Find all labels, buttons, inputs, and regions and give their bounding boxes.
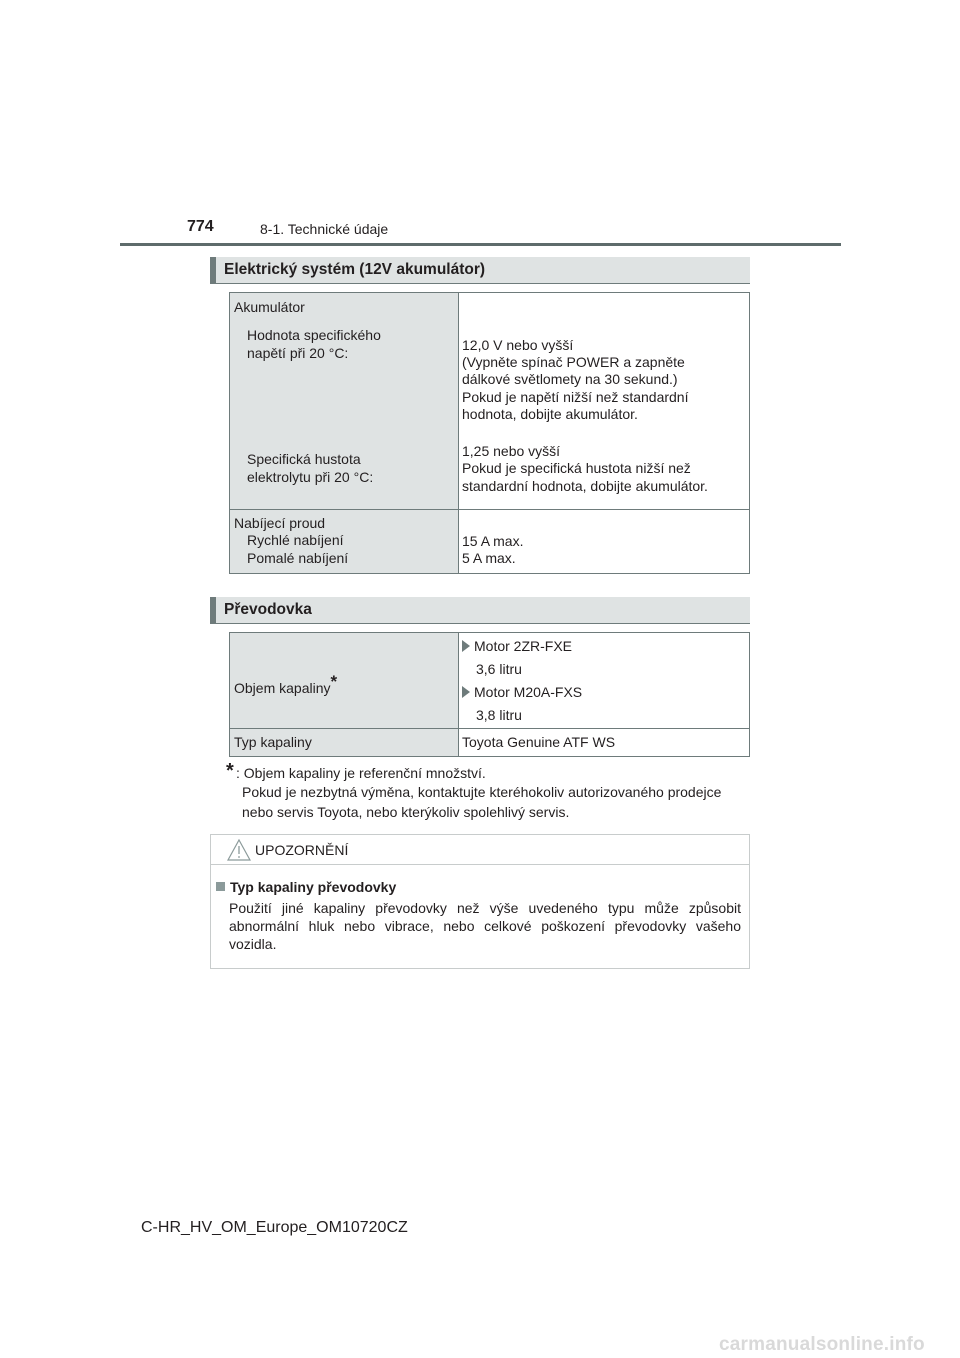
fluid-type-label-cell (230, 729, 459, 757)
fast-charging-value: 15 A max. (462, 533, 524, 549)
footnote-marker: * (330, 672, 338, 691)
caution-box (210, 834, 750, 969)
density-label-line-1: Specifická hustota (247, 451, 361, 467)
title-accent-bar (210, 257, 216, 283)
header-divider (120, 243, 841, 246)
footnote-line-1: : Objem kapaliny je referenční množství. (236, 765, 486, 781)
caution-heading: UPOZORNĚNÍ (255, 842, 349, 858)
slow-charging-label: Pomalé nabíjení (247, 550, 349, 566)
battery-value-cell (459, 293, 750, 510)
transmission-section-title-bar (210, 597, 750, 624)
title-accent-bar (210, 597, 216, 623)
voltage-value-line: dálkové světlomety na 30 sekund.) (462, 371, 678, 387)
capacity-label-cell (230, 633, 459, 729)
fluid-type-value-cell (459, 729, 750, 757)
battery-label-cell (230, 293, 459, 510)
engine-1-label: Motor 2ZR-FXE (474, 638, 573, 654)
caution-text: Použití jiné kapaliny převodovky než výše uvedeného typu může způsobit abnormální hluk nebo vibrace, nebo celkové poškození převodovky vašeho vozidla. (229, 900, 741, 952)
arrow-right-icon (462, 640, 470, 652)
fluid-type-value: Toyota Genuine ATF WS (462, 734, 616, 750)
voltage-label-line-1: Hodnota specifického (247, 327, 381, 343)
density-value-line: Pokud je specifická hustota nižší než (462, 460, 691, 476)
capacity-value-cell (459, 633, 750, 729)
page-number: 774 (187, 218, 214, 235)
footnote-line-3: nebo servis Toyota, nebo kterýkoliv spolehlivý servis. (242, 804, 570, 820)
engine-1-row (462, 638, 572, 656)
density-value-line: 1,25 nebo vyšší (462, 443, 561, 459)
voltage-value-line: hodnota, dobijte akumulátor. (462, 406, 638, 422)
table-row (230, 293, 750, 510)
section-heading: 8-1. Technické údaje (260, 221, 389, 237)
engine-2-row (462, 684, 582, 702)
transmission-spec-table (229, 632, 750, 757)
engine-2-value: 3,8 litru (476, 707, 522, 723)
fast-charging-label: Rychlé nabíjení (247, 532, 344, 548)
fluid-type-label: Typ kapaliny (234, 734, 312, 750)
density-label-line-2: elektrolytu při 20 °C: (247, 469, 374, 485)
arrow-right-icon (462, 686, 470, 698)
bullet-square-icon (216, 882, 225, 891)
electrical-section-title: Elektrický systém (12V akumulátor) (224, 261, 486, 278)
transmission-section-title: Převodovka (224, 601, 312, 618)
voltage-value-line: Pokud je napětí nižší než standardní (462, 389, 689, 405)
footnote-line-2: Pokud je nezbytná výměna, kontaktujte kteréhokoliv autorizovaného prodejce (242, 784, 722, 800)
engine-1-value: 3,6 litru (476, 661, 522, 677)
electrical-spec-table (229, 292, 750, 574)
caution-title-text: Typ kapaliny převodovky (230, 879, 397, 895)
engine-2-label: Motor M20A-FXS (474, 684, 583, 700)
slow-charging-value: 5 A max. (462, 550, 516, 566)
capacity-label-text: Objem kapaliny (234, 680, 331, 696)
watermark: carmanualsonline.info (719, 1334, 925, 1355)
voltage-label-line-2: napětí při 20 °C: (247, 345, 349, 361)
caution-title (216, 879, 396, 895)
caution-header (211, 835, 749, 865)
density-value-line: standardní hodnota, dobijte akumulátor. (462, 478, 708, 494)
charging-value-cell (459, 510, 750, 574)
warning-triangle-icon (227, 839, 251, 861)
table-row (230, 633, 750, 729)
capacity-label (234, 673, 337, 698)
voltage-value-line: 12,0 V nebo vyšší (462, 337, 574, 353)
charging-label: Nabíjecí proud (234, 515, 326, 531)
table-row (230, 510, 750, 574)
table-row (230, 729, 750, 757)
electrical-section-title-bar (210, 257, 750, 284)
footnote-star: * (226, 760, 234, 782)
document-id: C-HR_HV_OM_Europe_OM10720CZ (141, 1219, 408, 1236)
battery-label: Akumulátor (234, 299, 305, 315)
voltage-value-line: (Vypněte spínač POWER a zapněte (462, 354, 685, 370)
charging-label-cell (230, 510, 459, 574)
